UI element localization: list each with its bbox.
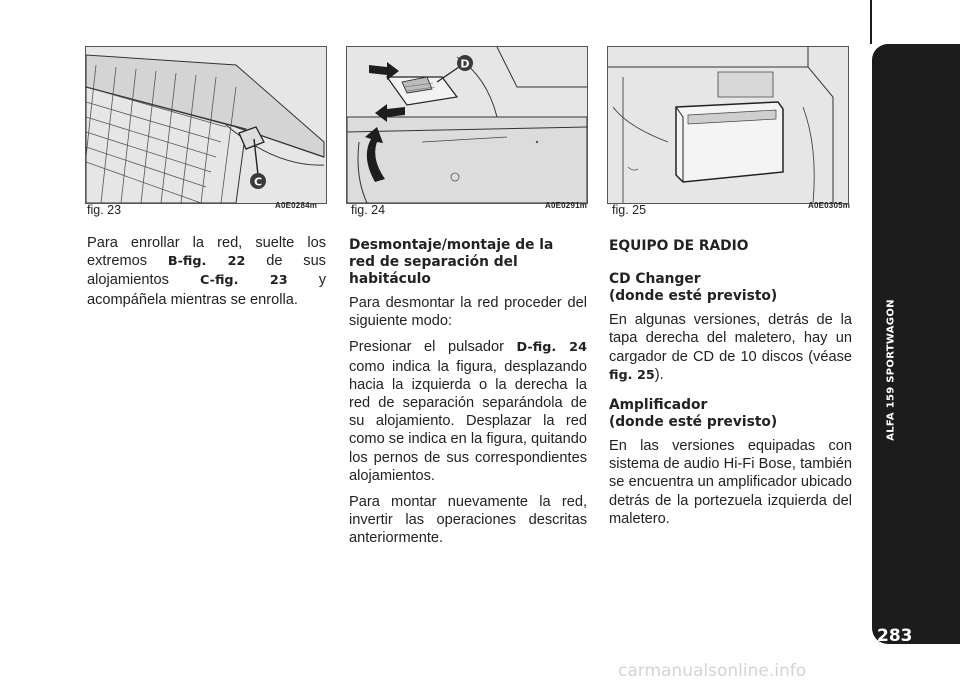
col1-text xyxy=(87,234,326,317)
section-title: EQUIPO DE RADIO xyxy=(609,238,749,254)
cd-changer-heading: CD Changer (donde esté previsto) xyxy=(609,271,778,305)
callout-d-label: D xyxy=(460,57,470,71)
page-number: 283 xyxy=(877,626,913,646)
page-edge-line xyxy=(870,0,872,44)
col2-paragraph-2: Presionar el pulsador D-fig. 24 como indica la figura, desplazando hacia la izquierda o la derecha la red de separación separándola de su alojamiento. Desplazar la red como se indica en la figura, quitando los pernos de sus correspondientes alojamientos. xyxy=(349,339,587,484)
col2-paragraph-1: Para desmontar la red proceder del siguiente modo: xyxy=(349,295,587,330)
figure-23-caption: fig. 23 xyxy=(87,203,122,217)
cd-changer-paragraph: En algunas versiones, detrás de la tapa derecha del maletero, hay un cargador de CD de 10 discos (véase fig. 25). xyxy=(609,312,852,383)
figure-23-code: A0E0284m xyxy=(275,201,318,210)
amplifier-heading: Amplificador (donde esté previsto) xyxy=(609,397,778,431)
watermark: carmanualsonline.info xyxy=(618,661,807,681)
col1-paragraph: Para enrollar la red, suelte los extremos B-fig. 22 de sus alojamientos C-fig. 23 y acompáñela mientras se enrolla. xyxy=(87,235,326,308)
callout-c-label: C xyxy=(253,175,263,189)
col3-text xyxy=(609,237,852,536)
figure-25-image xyxy=(607,46,849,204)
col2-paragraph-3: Para montar nuevamente la red, invertir las operaciones descritas anteriormente. xyxy=(349,494,587,547)
figure-24-image xyxy=(346,46,588,204)
sidebar-title: ALFA 159 SPORTWAGON xyxy=(885,299,897,441)
col2-text xyxy=(349,237,587,556)
figure-23-image xyxy=(85,46,327,204)
figure-25-code: A0E0305m xyxy=(808,201,851,210)
figure-24-code: A0E0291m xyxy=(545,201,588,210)
amplifier-paragraph: En las versiones equipadas con sistema de audio Hi-Fi Bose, también se encuentra un amplificador ubicado detrás de la portezuela izquierda del maletero. xyxy=(609,438,852,527)
col2-heading: Desmontaje/montaje de la red de separación del habitáculo xyxy=(349,237,554,287)
figure-25-caption: fig. 25 xyxy=(612,203,647,217)
figure-24-caption: fig. 24 xyxy=(351,203,386,217)
